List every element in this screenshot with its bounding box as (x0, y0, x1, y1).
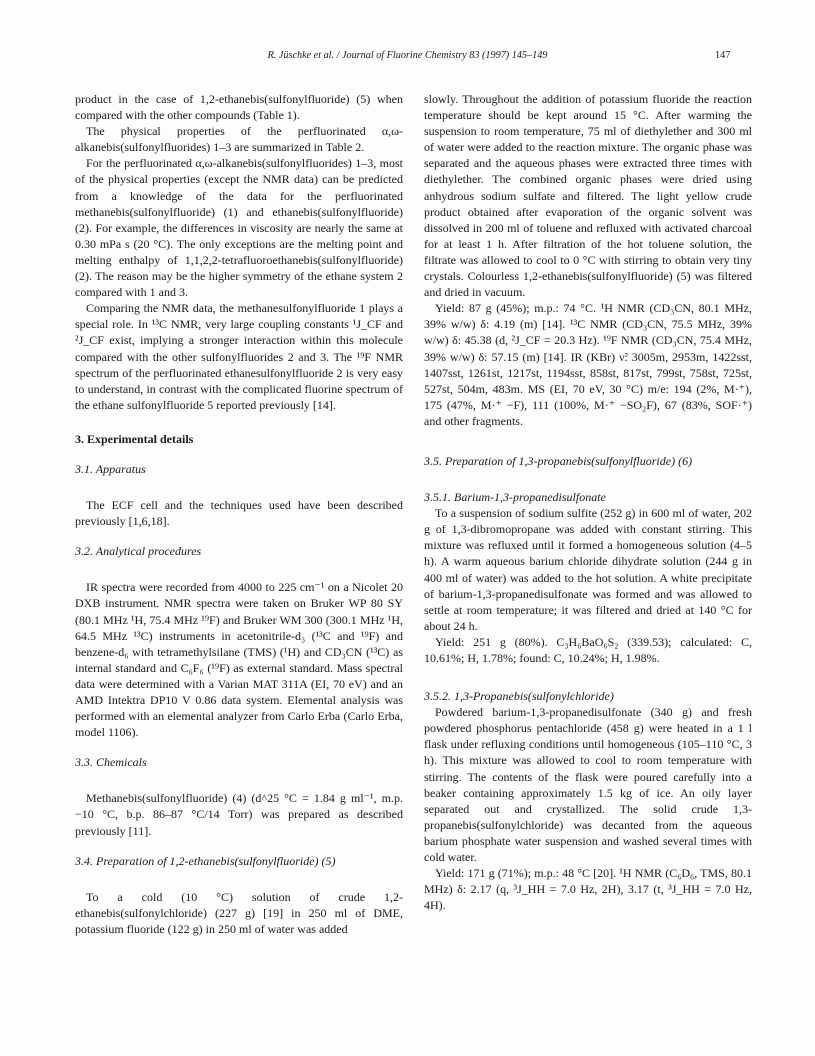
subsection-heading: 3.3. Chemicals (75, 755, 147, 770)
paragraph: The ECF cell and the techniques used have been described previously [1,6,18]. (75, 498, 403, 529)
subsection-heading: 3.2. Analytical procedures (75, 544, 202, 559)
subsubsection-heading: 3.5.2. 1,3-Propanebis(sulfonylchloride) (424, 689, 614, 704)
paragraph: Yield: 171 g (71%); m.p.: 48 °C [20]. ¹H NMR (C₆D₆, TMS, 80.1 MHz) δ: 2.17 (q, ³J_HH = 7.0 Hz, 2H), 3.17 (t, ³J_HH = 7.0 Hz, 4H). (424, 866, 752, 913)
paragraph: slowly. Throughout the addition of potassium fluoride the reaction temperature should be kept around 15 °C. After warming the suspension to room temperature, 75 ml of diethylether and 300 ml of water were added to the reaction mixture. The organic phase was separated and the aqueous phases were extracted three times with diethylether. The combined organic phases were dried using anhydrous sodium sulfate and filtered. The light yellow crude product obtained after evaporation of the organic solvent was dissolved in 200 ml of toluene and refluxed with activated charcoal for at least 1 h. After filtration of the hot toluene solution, the filtrate was allowed to cool to 0 °C with stirring to obtain very tiny crystals. Colourless 1,2-ethanebis(sulfonylfluoride) (5) was filtered and dried in vacuum. (424, 92, 752, 300)
paragraph: Comparing the NMR data, the methanesulfonylfluoride 1 plays a special role. In ¹³C NMR, very large coupling constants ¹J_CF and ²J_CF exist, implying a stronger interaction within this molecule compared with the other sulfonylfluorides 2 and 3. The ¹⁹F NMR spectrum of the perfluorinated ethanesulfonylfluoride 2 is very easy to understand, in contrast with the complicated fluorine spectrum of the ethane sulfonylfluoride 5 reported previously [14]. (75, 301, 403, 412)
running-head: R. Jüschke et al. / Journal of Fluorine Chemistry 83 (1997) 145–149 (267, 50, 548, 61)
paragraph: Methanebis(sulfonylfluoride) (4) (d^25 °C = 1.84 g ml⁻¹, m.p. −10 °C, b.p. 86–87 °C/14 Torr) was prepared as described previously [11]. (75, 791, 403, 838)
paragraph: IR spectra were recorded from 4000 to 225 cm⁻¹ on a Nicolet 20 DXB instrument. NMR spectra were taken on Bruker WP 80 SY (80.1 MHz ¹H, 75.4 MHz ¹⁹F) and Bruker WM 300 (300.1 MHz ¹H, 64.5 MHz ¹³C) instruments in acetonitrile-d₃ (¹³C and ¹⁹F) and benzene-d₆ with tetramethylsilane (TMS) (¹H) and CD₃CN (¹³C) as internal standard and C₆F₆ (¹⁹F) as external standard. Mass spectral data were determined with a Varian MAT 311A (EI, 70 eV) and an AMD Intektra DP10 V 0.86 data system. Elemental analysis was performed with an elemental analyzer from Carlo Erba (Carlo Erba, model 1106). (75, 580, 403, 740)
paragraph: Powdered barium-1,3-propanedisulfonate (340 g) and fresh powdered phosphorus pentachloride (458 g) were heated in a 1 l flask under refluxing conditions until homogeneous (105–110 °C, 3 h). This mixture was allowed to cool to room temperature with stirring. The contents of the flask were poured carefully into a beaker containing approximately 1.5 kg of ice. An oily layer separated out and crystallized. The solid crude 1,3-propanebis(sulfonylchloride) was decanted from the aqueous barium phosphate water suspension and washed several times with cold water. (424, 705, 752, 865)
paragraph: For the perfluorinated α,ω-alkanebis(sulfonylfluorides) 1–3, most of the physical properties (except the NMR data) can be predicted from a knowledge of the data for the perfluorinated methanebis(sulfonylfluoride) (1) and ethanebis(sulfonylfluoride) (2). For example, the differences in viscosity are nearly the same at 0.30 mPa s (20 °C). The only exceptions are the melting point and melting enthalpy of 1,1,2,2-tetrafluoroethanebis(sulfonylfluoride) (2). The reason may be the higher symmetry of the ethane system 2 compared with 1 and 3. (75, 156, 403, 300)
subsection-heading: 3.1. Apparatus (75, 461, 146, 476)
subsubsection-heading: 3.5.1. Barium-1,3-propanedisulfonate (424, 490, 606, 505)
right-column (424, 91, 752, 913)
page-number: 147 (715, 50, 731, 61)
paragraph: Yield: 87 g (45%); m.p.: 74 °C. ¹H NMR (CD₃CN, 80.1 MHz, 39% w/w) δ: 4.19 (m) [14]. ¹³C NMR (CD₃CN, 75.5 MHz, 39% w/w) δ: 45.38 (d, ²J_CF = 20.3 Hz). ¹⁹F NMR (CD₃CN, 75.4 MHz, 39% w/w) δ: 57.15 (m) [14]. IR (KBr) ν̃: 3005m, 2953m, 1422sst, 1407sst, 1261st, 1217st, 1194sst, 858st, 817st, 799st, 758st, 725st, 527st, 504m, 483m. MS (EI, 70 eV, 30 °C) m/e: 194 (2%, M·⁺), 175 (47%, M·⁺ −F), 111 (100%, M·⁺ −SO₂F), 67 (83%, SOF·⁺) and other fragments. (424, 301, 752, 428)
left-column (75, 91, 403, 937)
subsection-heading: 3.4. Preparation of 1,2-ethanebis(sulfonylfluoride) (5) (75, 853, 336, 868)
paragraph: To a cold (10 °C) solution of crude 1,2-ethanebis(sulfonylchloride) (227 g) [19] in 250 ml of DME, potassium fluoride (122 g) in 250 ml of water was added (75, 889, 403, 936)
section-heading: 3. Experimental details (75, 431, 194, 446)
paragraph: To a suspension of sodium sulfite (252 g) in 600 ml of water, 202 g of 1,3-dibromopropane was added with constant stirring. This mixture was refluxed until it formed a homogeneous solution (4–5 h). A warm aqueous barium chloride dihydrate solution (244 g in 400 ml of water) was added to the hot solution. A white precipitate of barium-1,3-propanedisulfonate was formed and was allowed to settle at room temperature; it was filtered and dried at 140 °C for about 24 h. (424, 506, 752, 633)
paragraph: Yield: 251 g (80%). C₃H₆BaO₆S₂ (339.53); calculated: C, 10.61%; H, 1.78%; found: C, 10.24%; H, 1.98%. (424, 634, 752, 665)
paragraph: The physical properties of the perfluorinated α,ω-alkanebis(sulfonylfluorides) 1–3 are summarized in Table 2. (75, 124, 403, 155)
subsection-heading: 3.5. Preparation of 1,3-propanebis(sulfonylfluoride) (6) (424, 453, 693, 468)
paragraph: product in the case of 1,2-ethanebis(sulfonylfluoride) (5) when compared with the other compounds (Table 1). (75, 92, 403, 123)
